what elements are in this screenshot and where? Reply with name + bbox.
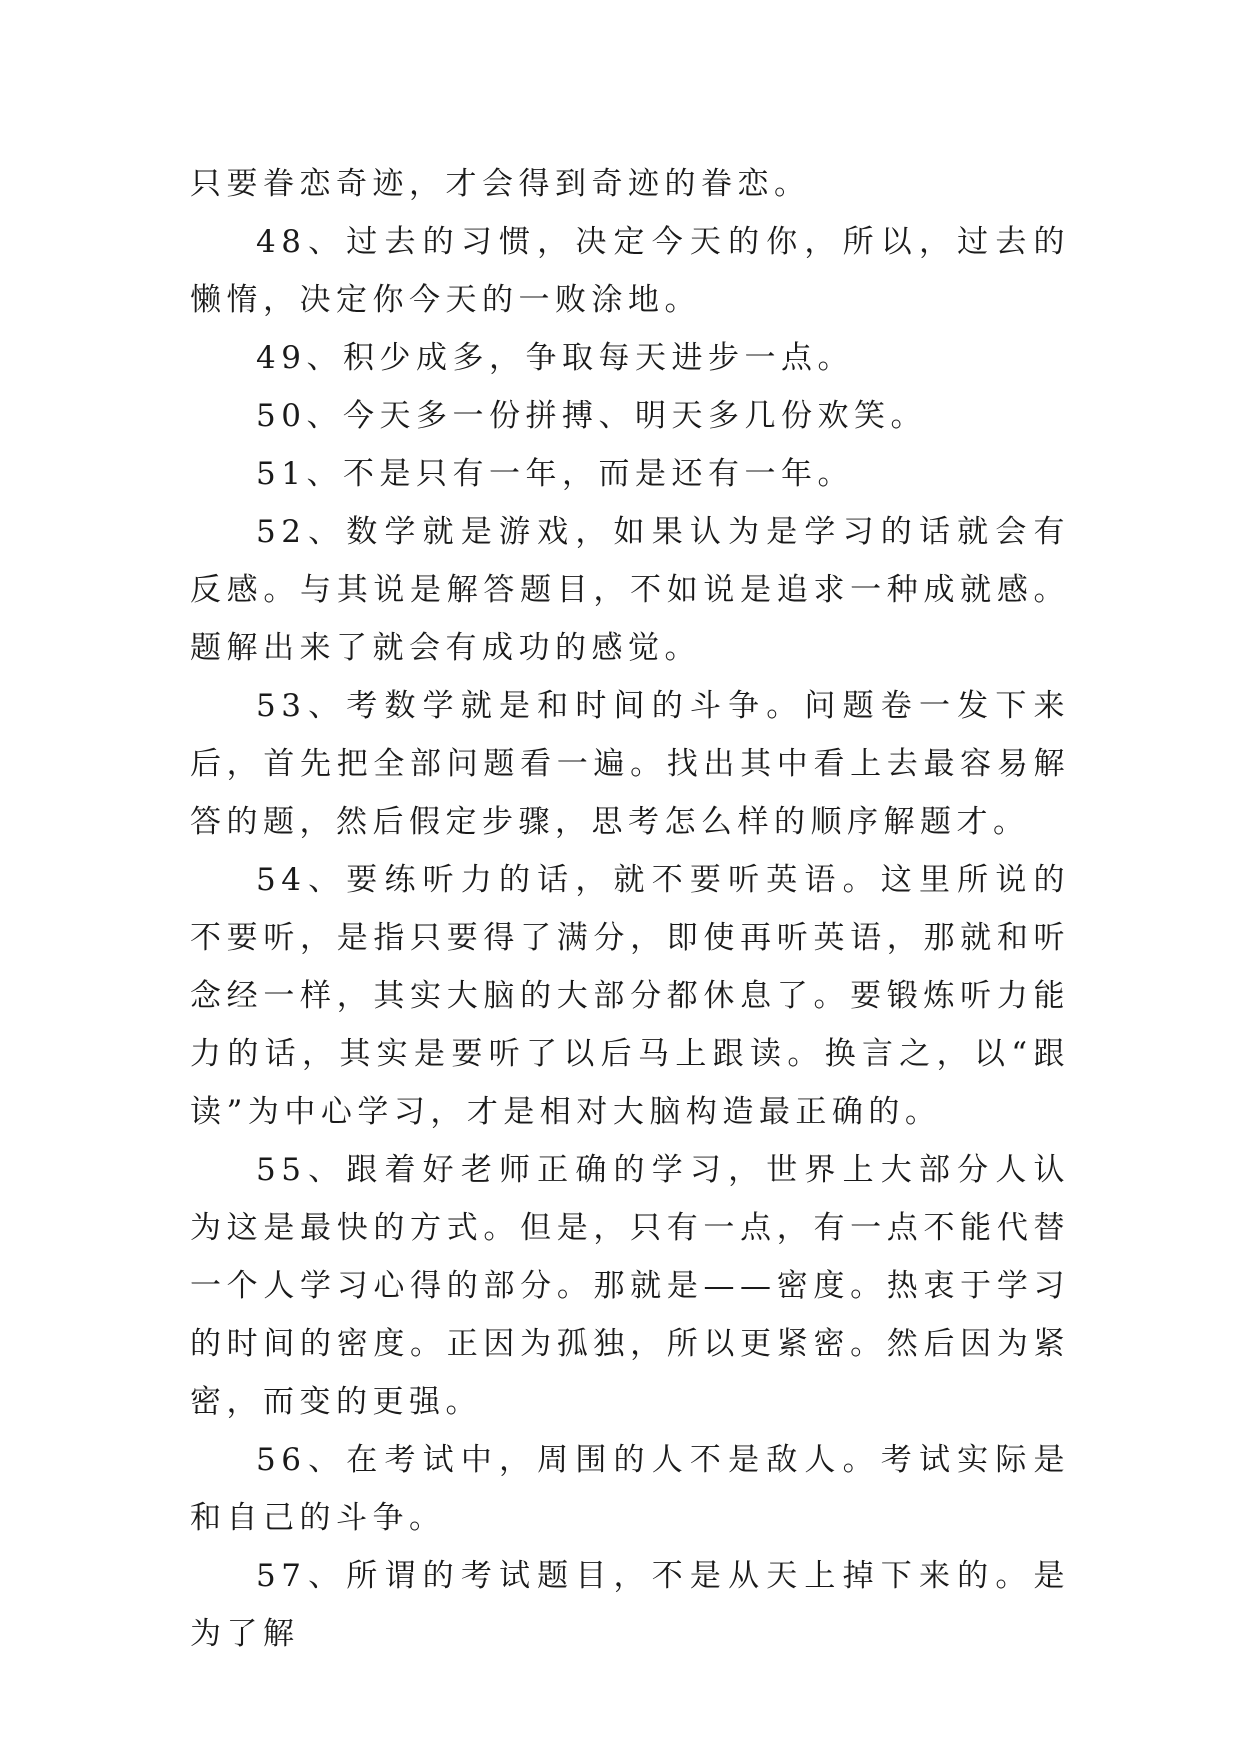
paragraph-continuation: 只要眷恋奇迹，才会得到奇迹的眷恋。 xyxy=(190,166,811,202)
document-body xyxy=(190,155,1070,1663)
paragraph-48: 48、过去的习惯，决定今天的你，所以，过去的懒惰，决定你今天的一败涂地。 xyxy=(190,224,1070,318)
paragraph-55: 55、跟着好老师正确的学习，世界上大部分人认为这是最快的方式。但是，只有一点，有一点不能代替一个人学习心得的部分。那就是——密度。热衷于学习的时间的密度。正因为孤独，所以更紧密。然后因为紧密，而变的更强。 xyxy=(190,1152,1070,1420)
paragraph-52: 52、数学就是游戏，如果认为是学习的话就会有反感。与其说是解答题目，不如说是追求一种成就感。题解出来了就会有成功的感觉。 xyxy=(190,514,1070,666)
paragraph-54: 54、要练听力的话，就不要听英语。这里所说的不要听，是指只要得了满分，即使再听英语，那就和听念经一样，其实大脑的大部分都休息了。要锻炼听力能力的话，其实是要听了以后马上跟读。换言之，以“跟读”为中心学习，才是相对大脑构造最正确的。 xyxy=(190,862,1070,1130)
paragraph-53: 53、考数学就是和时间的斗争。问题卷一发下来后，首先把全部问题看一遍。找出其中看上去最容易解答的题，然后假定步骤，思考怎么样的顺序解题才。 xyxy=(190,688,1070,840)
paragraph-56: 56、在考试中，周围的人不是敌人。考试实际是和自己的斗争。 xyxy=(190,1442,1070,1536)
paragraph-49: 49、积少成多，争取每天进步一点。 xyxy=(256,340,854,376)
paragraph-57: 57、所谓的考试题目，不是从天上掉下来的。是为了解 xyxy=(190,1558,1070,1652)
paragraph-50: 50、今天多一份拼搏、明天多几份欢笑。 xyxy=(256,398,927,434)
paragraph-51: 51、不是只有一年，而是还有一年。 xyxy=(256,456,854,492)
